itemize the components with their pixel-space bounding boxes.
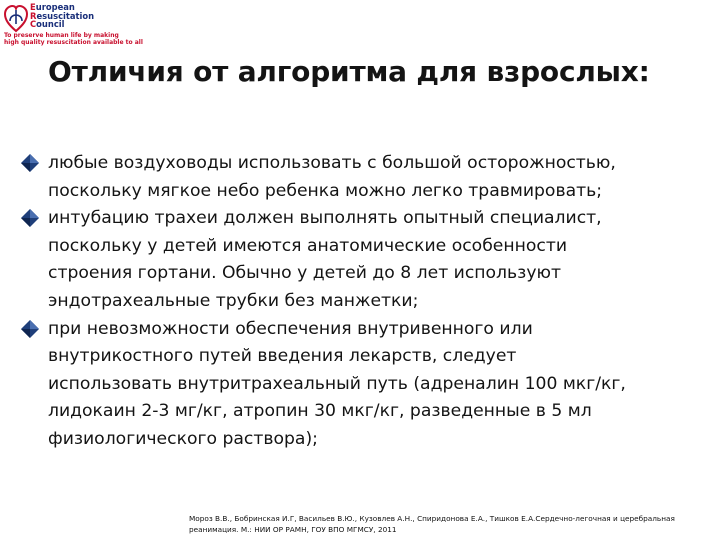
heart-lungs-logo-icon bbox=[4, 4, 28, 34]
bullet-item bbox=[20, 205, 700, 315]
diamond-bullet-icon bbox=[20, 319, 40, 339]
bullet-line: строения гортани. Обычно у детей до 8 лет используют bbox=[48, 263, 561, 284]
bullet-line: интубацию трахеи должен выполнять опытный специалист, bbox=[48, 208, 602, 229]
logo-tagline bbox=[4, 32, 143, 47]
bullet-line: лидокаин 2-3 мг/кг, атропин 30 мкг/кг, разведенные в 5 мл bbox=[48, 401, 592, 422]
logo-cap-e: E bbox=[30, 2, 36, 12]
bullet-line: поскольку мягкое небо ребенка можно легко травмировать; bbox=[48, 180, 603, 201]
bullet-item bbox=[20, 316, 700, 454]
logo-word-1: uropean bbox=[35, 2, 75, 12]
slide-title: Отличия от алгоритма для взрослых: bbox=[48, 55, 650, 88]
logo-tagline-2: high quality resuscitation available to all bbox=[4, 39, 143, 47]
erc-logo bbox=[4, 2, 143, 50]
logo-tagline-1: To preserve human life by making bbox=[4, 32, 119, 39]
logo-word-2: esuscitation bbox=[36, 10, 95, 21]
bullet-line: поскольку у детей имеются анатомические особенности bbox=[48, 235, 567, 256]
citation: Мороз В.В., Бобринская И.Г, Васильев В.Ю., Кузовлев А.Н., Спиридонова Е.А., Тишков Е.А.Сердечно-легочная и церебральная реанимация. М.: НИИ ОР РАМН, ГОУ ВПО МГМСУ, 2011 bbox=[189, 514, 675, 534]
bullet-item bbox=[20, 150, 700, 205]
logo-cap-c: C bbox=[30, 19, 37, 30]
bullet-list bbox=[20, 150, 700, 454]
logo-word-3: ouncil bbox=[36, 19, 65, 30]
bullet-line: при невозможности обеспечения внутривенного или bbox=[48, 318, 533, 339]
bullet-line: физиологического раствора); bbox=[48, 428, 318, 449]
bullet-line: эндотрахеальные трубки без манжетки; bbox=[48, 290, 419, 311]
diamond-bullet-icon bbox=[20, 208, 40, 228]
logo-wordmark bbox=[30, 3, 94, 29]
bullet-line: любые воздуховоды использовать с большой осторожностью, bbox=[48, 153, 616, 173]
diamond-bullet-icon bbox=[20, 153, 40, 173]
bullet-line: использовать внутритрахеальный путь (адреналин 100 мкг/кг, bbox=[48, 373, 626, 394]
bullet-line: внутрикостного путей введения лекарств, следует bbox=[48, 346, 517, 367]
logo-cap-r: R bbox=[30, 10, 37, 21]
